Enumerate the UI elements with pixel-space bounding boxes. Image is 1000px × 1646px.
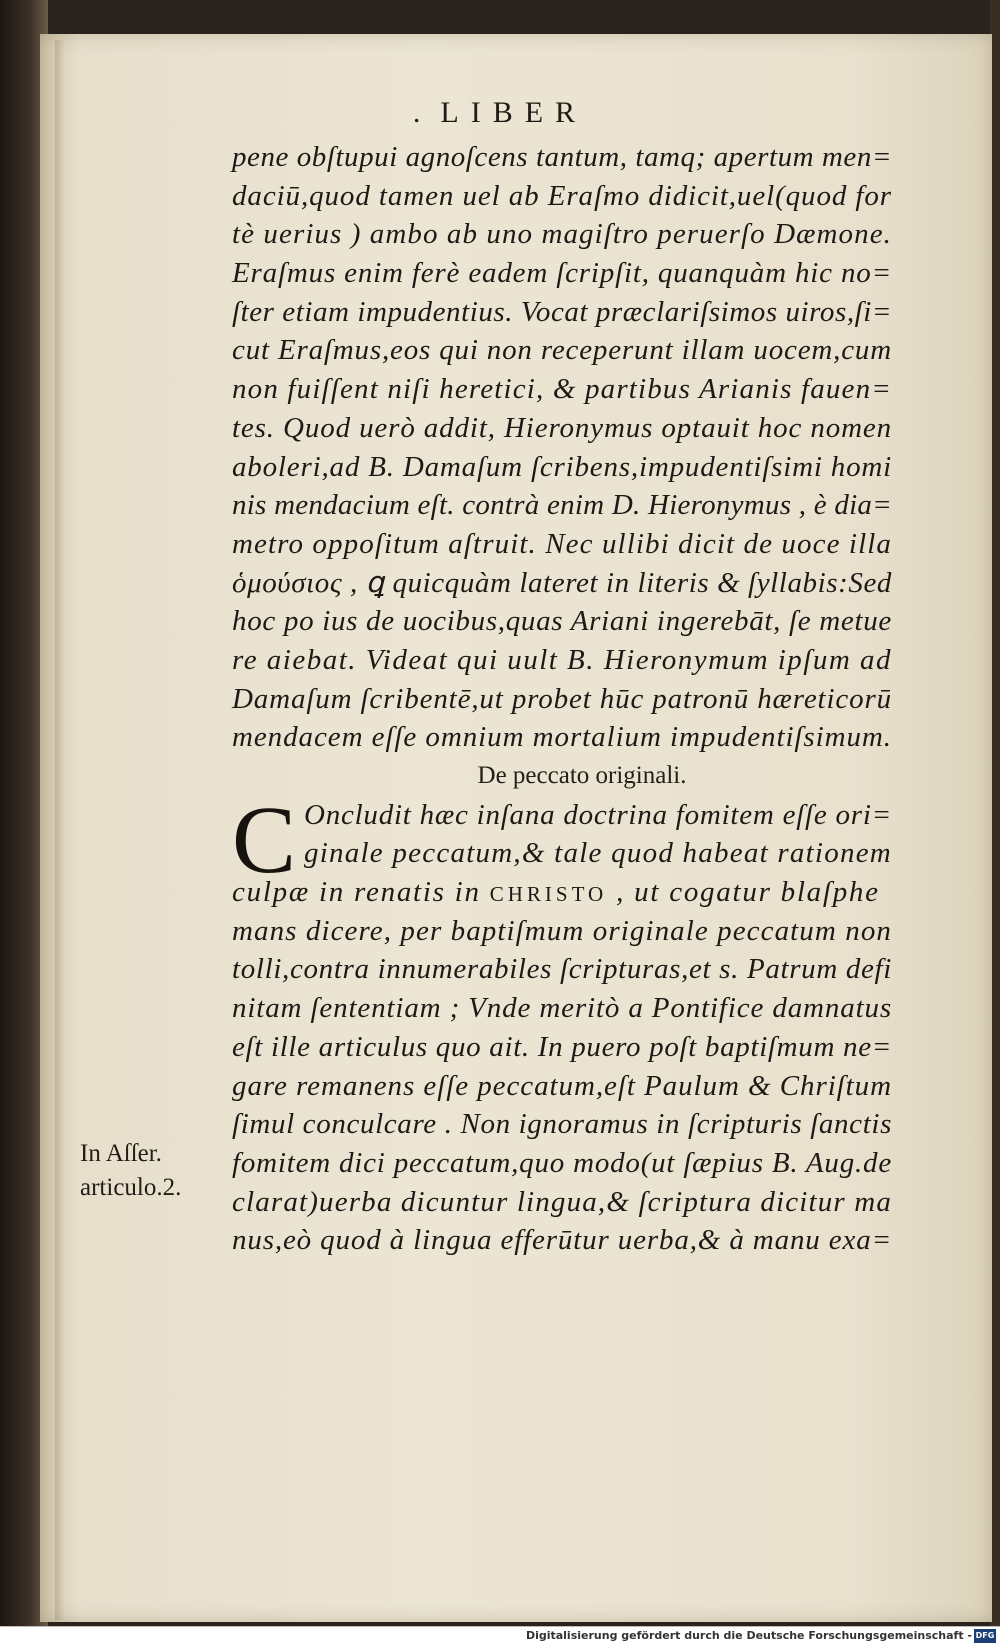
text-line: tolli,contra innumerabiles ſcripturas,et s. Patrum defi — [232, 953, 892, 986]
text-line: nus,eò quod à lingua efferūtur uerba,& à manu exa= — [232, 1224, 892, 1257]
footer-text: Digitalisierung gefördert durch die Deutsche Forschungsgemeinschaft - — [525, 1629, 972, 1642]
text-line: clarat)uerba dicuntur lingua,& ſcriptura dicitur ma — [232, 1185, 892, 1218]
text-line: cut Eraſmus,eos qui non receperunt illam uocem,cum — [232, 334, 892, 367]
text-line: ſter etiam impudentius. Vocat præclariſsimos uiros,ſi= — [232, 295, 892, 328]
drop-cap: C — [232, 785, 297, 893]
smallcaps-word: CHRISTO — [489, 882, 608, 907]
running-head-dot: . — [412, 96, 421, 129]
text-line: Eraſmus enim ferè eadem ſcripſit, quanquàm hic no= — [232, 257, 892, 290]
text-line: non fuiſſent niſi heretici, & partibus Arianis fauen= — [232, 373, 892, 406]
text-line: mans dicere, per baptiſmum originale peccatum non — [232, 914, 892, 947]
margin-note-line: In Aſſer. — [80, 1140, 162, 1167]
main-text-block — [232, 138, 932, 1260]
digitization-footer — [0, 1626, 1000, 1646]
text-line: metro oppoſitum aſtruit. Nec ullibi dicit de uoce illa — [232, 527, 892, 560]
text-line: eſt ille articulus quo ait. In puero poſt baptiſmum ne= — [232, 1030, 892, 1063]
text-line: daciū,quod tamen uel ab Eraſmo didicit,uel(quod for — [232, 179, 892, 212]
text-line: Oncludit hæc inſana doctrina fomitem eſſe ori= — [304, 798, 892, 831]
margin-note — [80, 1137, 181, 1205]
text-line: pene obſtupui agnoſcens tantum, tamq; apertum men= — [232, 141, 892, 173]
running-head — [0, 96, 1000, 130]
text-line: nitam ſententiam ; Vnde meritò a Pontifice damnatus — [232, 992, 892, 1025]
text-line: mendacem eſſe omnium mortalium impudentiſsimum. — [232, 721, 892, 754]
paragraph-2 — [232, 796, 932, 1260]
dfg-logo: DFG — [974, 1629, 996, 1643]
page-gutter-shadow — [55, 40, 65, 1620]
section-heading: De peccato originali. — [477, 762, 687, 789]
paragraph-1 — [232, 138, 932, 757]
margin-note-line: articulo.2. — [80, 1174, 182, 1201]
text-line: re aiebat. Videat qui uult B. Hieronymum ipſum ad — [232, 643, 892, 676]
paragraph-2-wrap — [232, 785, 932, 1260]
text-line: ὁμούσιος , ꝗ quicquàm lateret in literis & ſyllabis:Sed — [232, 566, 892, 599]
text-line: Damaſum ſcribentē,ut probet hūc patronū hæreticorū — [232, 682, 892, 715]
text-line: tes. Quod uerò addit, Hieronymus optauit hoc nomen — [232, 411, 892, 444]
text-line: ſimul conculcare . Non ignoramus in ſcripturis ſanctis — [232, 1108, 892, 1141]
text-line: nis mendacium eſt. contrà enim D. Hieronymus , è dia= — [232, 489, 892, 522]
text-line: ginale peccatum,& tale quod habeat rationem — [304, 837, 892, 870]
text-line: aboleri,ad B. Damaſum ſcribens,impudentiſsimi homi — [232, 450, 892, 483]
running-head-title: LIBER — [440, 96, 588, 129]
text-line: culpæ in renatis in CHRISTO , ut cogatur blaſphe — [232, 876, 880, 909]
text-line: fomitem dici peccatum,quo modo(ut ſæpius B. Aug.de — [232, 1146, 892, 1179]
text-line: tè uerius ) ambo ab uno magiſtro peruerſo Dæmone. — [232, 218, 892, 251]
text-line: hoc po ius de uocibus,quas Ariani ingerebāt, ſe metue — [232, 605, 892, 638]
text-line: gare remanens eſſe peccatum,eſt Paulum & Chriſtum — [232, 1069, 892, 1102]
